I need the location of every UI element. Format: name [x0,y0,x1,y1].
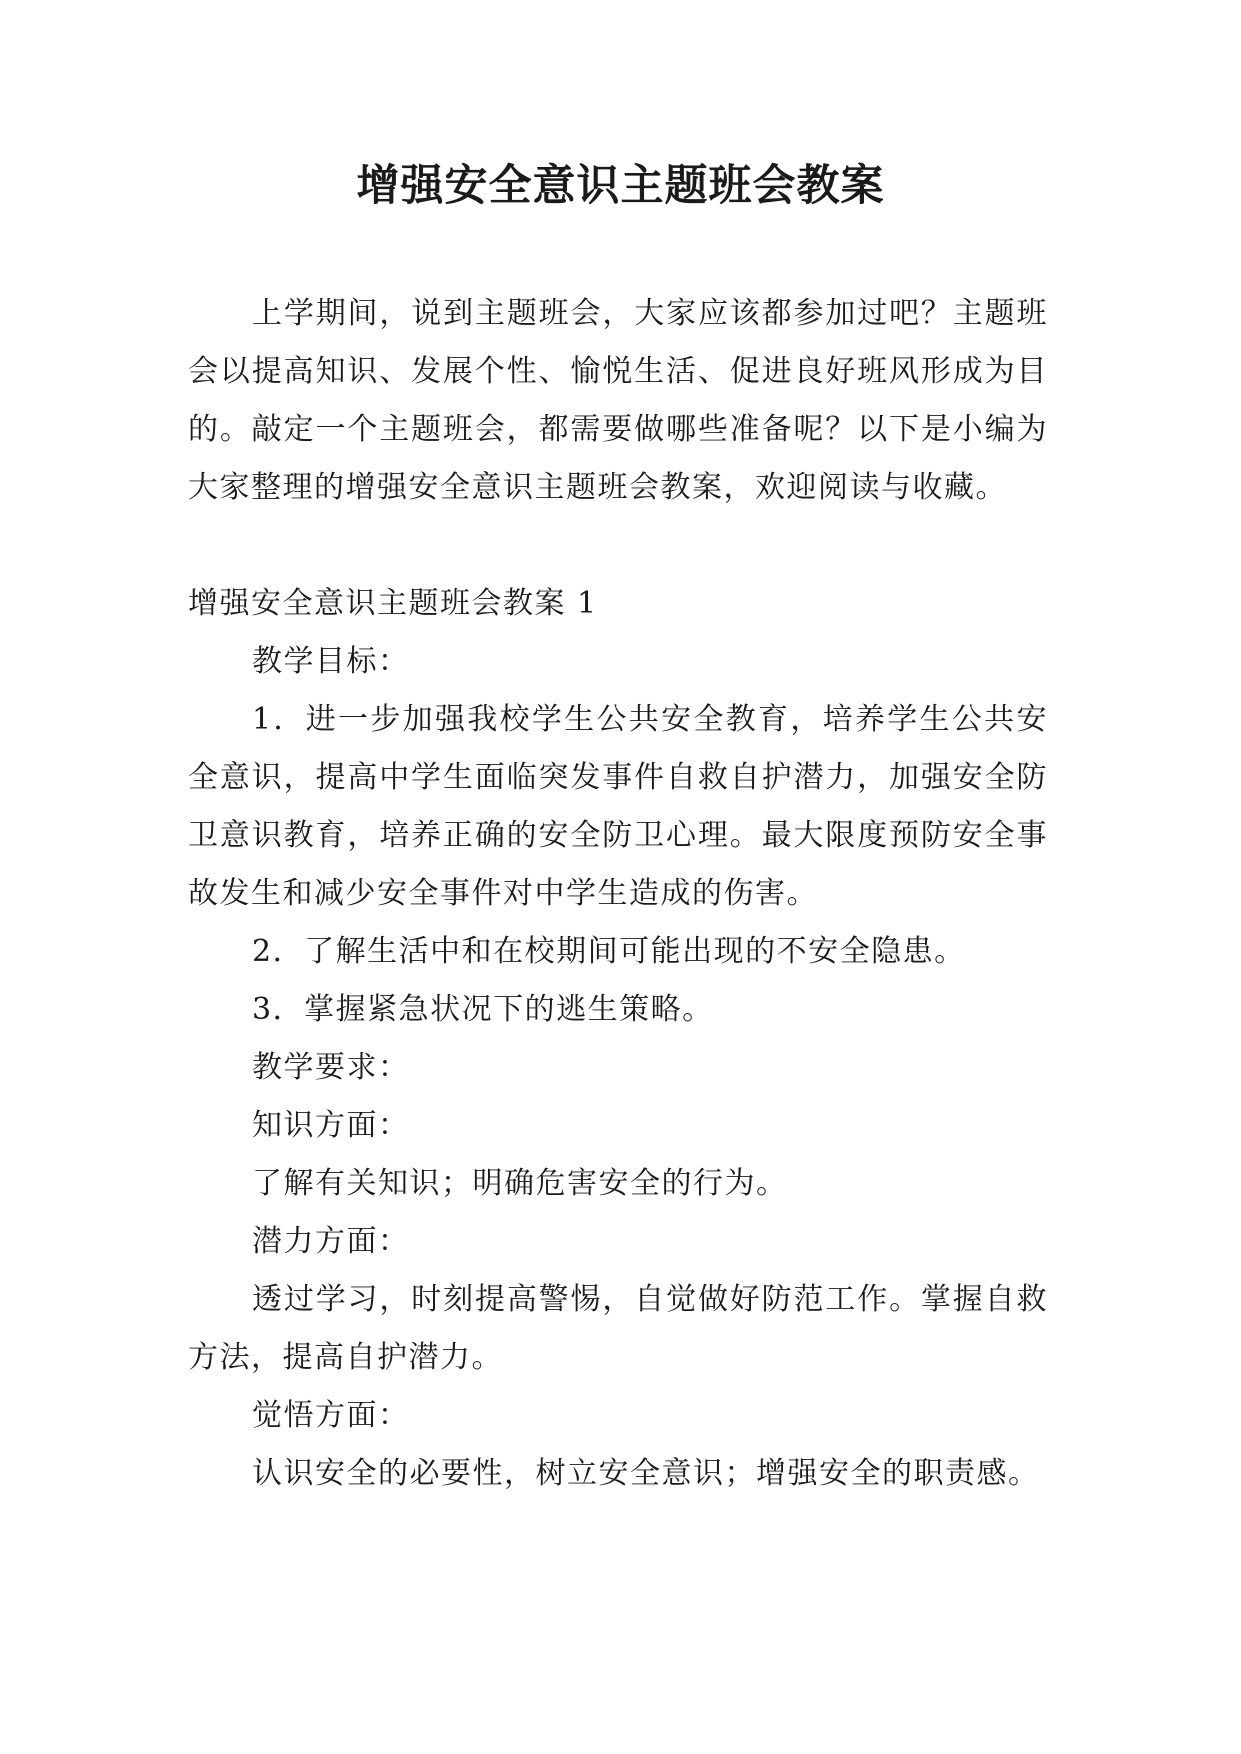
paragraph: 教学目标： [252,644,410,679]
document-title: 增强安全意识主题班会教案 [356,161,885,211]
paragraph: 了解有关知识；明确危害安全的行为。 [252,1166,788,1201]
intro-paragraph: 上学期间，说到主题班会，大家应该都参加过吧？主题班会以提高知识、发展个性、愉悦生活、促进良好班风形成为目的。敲定一个主题班会，都需要做哪些准备呢？以下是小编为大家整理的增强安全意识主题班会教案，欢迎阅读与收藏。 [188,296,1048,505]
paragraph: 1．进一步加强我校学生公共安全教育，培养学生公共安全意识，提高中学生面临突发事件自救自护潜力，加强安全防卫意识教育，培养正确的安全防卫心理。最大限度预防安全事故发生和减少安全事件对中学生造成的伤害。 [188,702,1048,911]
paragraph: 3．掌握紧急状况下的逃生策略。 [252,992,714,1027]
paragraph: 教学要求： [252,1050,410,1085]
paragraph: 2．了解生活中和在校期间可能出现的不安全隐患。 [252,934,966,969]
section-heading: 增强安全意识主题班会教案 1 [188,586,598,621]
paragraph: 觉悟方面： [252,1398,410,1433]
paragraph: 认识安全的必要性，树立安全意识；增强安全的职责感。 [252,1456,1040,1491]
paragraph: 潜力方面： [252,1224,410,1259]
paragraph: 透过学习，时刻提高警惕，自觉做好防范工作。掌握自救方法，提高自护潜力。 [188,1282,1048,1375]
paragraph: 知识方面： [252,1108,410,1143]
document-body [188,285,1048,1503]
